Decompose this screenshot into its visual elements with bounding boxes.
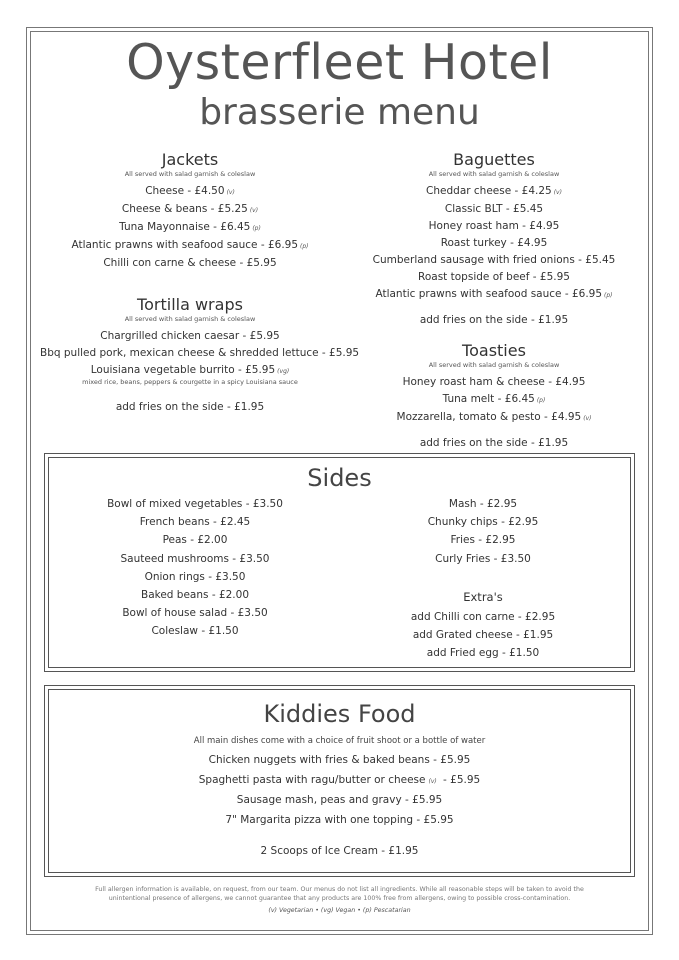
- menu-item: Roast topside of beef - £5.95: [418, 271, 570, 283]
- section-note: All served with salad garnish & coleslaw: [124, 315, 256, 323]
- menu-item: Honey roast ham - £4.95: [428, 220, 560, 232]
- section-note: All served with salad garnish & coleslaw: [124, 170, 256, 178]
- list-item: Chunky chips - £2.95: [427, 516, 539, 529]
- allergen-notice-line1: Full allergen information is available, on request, from our team. Our menus do not list all ingredients. While all reasonable steps will be taken to avoid the: [95, 886, 584, 893]
- dietary-legend: (v) Vegetarian • (vg) Vegan • (p) Pescatarian: [268, 907, 411, 914]
- kids-box: [44, 685, 635, 877]
- menu-subtitle: brasserie menu: [199, 92, 480, 133]
- menu-item: Cheddar cheese - £4.25 (v): [426, 185, 562, 197]
- sides-heading: Sides: [307, 464, 372, 492]
- menu-item: Bbq pulled pork, mexican cheese & shredded lettuce - £5.95: [40, 347, 360, 359]
- menu-item: Atlantic prawns with seafood sauce - £6.95 (p): [375, 288, 613, 300]
- section-heading: Jackets: [161, 150, 219, 169]
- list-item: Mash - £2.95: [448, 498, 518, 510]
- icecream-item: 2 Scoops of Ice Cream - £1.95: [260, 845, 419, 857]
- kids-heading: Kiddies Food: [263, 700, 416, 728]
- list-item: Bowl of house salad - £3.50: [122, 607, 268, 620]
- list-item: Sauteed mushrooms - £3.50: [120, 552, 270, 565]
- list-item: add Chilli con carne - £2.95: [410, 610, 556, 623]
- burrito-description: mixed rice, beans, peppers & courgette in a spicy Louisiana sauce: [82, 378, 298, 386]
- section-heading: Toasties: [462, 341, 526, 360]
- list-item: French beans - £2.45: [139, 516, 251, 529]
- menu-item: Tuna melt - £6.45 (p): [442, 393, 546, 405]
- sides-right-list: [333, 495, 633, 662]
- extras-heading: Extra's: [463, 589, 503, 604]
- menu-item: Mozzarella, tomato & pesto - £4.95 (v): [396, 411, 592, 423]
- section-heading: Baguettes: [453, 150, 535, 169]
- kids-note: All main dishes come with a choice of fruit shoot or a bottle of water: [193, 736, 486, 746]
- menu-item: Chargrilled chicken caesar - £5.95: [100, 330, 280, 342]
- fries-addon: add fries on the side - £1.95: [115, 401, 265, 413]
- list-item: add Fried egg - £1.50: [426, 647, 540, 660]
- toasties-section: [344, 341, 644, 452]
- menu-item: Tuna Mayonnaise - £6.45 (p): [119, 221, 261, 233]
- list-item: Curly Fries - £3.50: [435, 552, 531, 565]
- allergen-notice-line2: unintentional presence of allergens, we cannot guarantee that any products are 100% free from allergens, owing to possible cross-contamination.: [108, 895, 571, 902]
- section-note: All served with salad garnish & coleslaw: [428, 361, 560, 369]
- menu-item: Cumberland sausage with fried onions - £5.45: [372, 254, 616, 266]
- list-item: Bowl of mixed vegetables - £3.50: [107, 498, 283, 510]
- list-item: Peas - £2.00: [162, 534, 228, 547]
- list-item: Coleslaw - £1.50: [151, 625, 239, 638]
- menu-item: Atlantic prawns with seafood sauce - £6.95 (p): [71, 239, 309, 251]
- sides-left-list: [45, 495, 345, 641]
- wraps-section: [40, 295, 360, 416]
- menu-item: Cheese - £4.50 (v): [145, 185, 235, 197]
- menu-item: Chilli con carne & cheese - £5.95: [103, 257, 277, 269]
- menu-item: Classic BLT - £5.45: [444, 203, 544, 215]
- jackets-section: [40, 150, 340, 272]
- list-item: Fries - £2.95: [450, 534, 516, 547]
- list-item: Baked beans - £2.00: [140, 589, 249, 602]
- menu-item: Sausage mash, peas and gravy - £5.95: [236, 794, 443, 806]
- list-item: add Grated cheese - £1.95: [412, 629, 554, 642]
- list-item: Onion rings - £3.50: [144, 570, 246, 583]
- menu-item: 7" Margarita pizza with one topping - £5.95: [225, 814, 454, 826]
- menu-item: Chicken nuggets with fries & baked beans - £5.95: [208, 754, 471, 766]
- menu-item: Louisiana vegetable burrito - £5.95 (vg): [90, 364, 290, 376]
- menu-item: Cheese & beans - £5.25 (v): [121, 203, 259, 215]
- baguettes-section: [344, 150, 644, 329]
- menu-item: Honey roast ham & cheese - £4.95: [402, 376, 586, 388]
- menu-item: Roast turkey - £4.95: [440, 237, 548, 249]
- hotel-name: Oysterfleet Hotel: [126, 34, 553, 91]
- menu-item: Spaghetti pasta with ragu/butter or cheese (v) - £5.95: [198, 774, 481, 786]
- section-note: All served with salad garnish & coleslaw: [428, 170, 560, 178]
- section-heading: Tortilla wraps: [137, 295, 243, 314]
- fries-addon: add fries on the side - £1.95: [419, 437, 569, 449]
- fries-addon: add fries on the side - £1.95: [419, 314, 569, 326]
